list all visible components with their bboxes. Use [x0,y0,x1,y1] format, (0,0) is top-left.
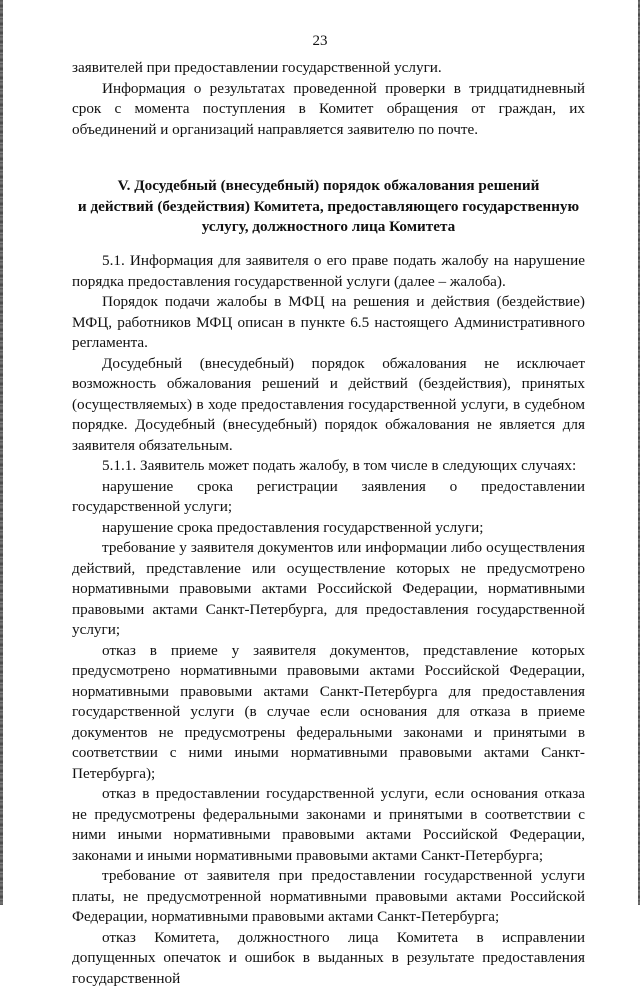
paragraph: нарушение срока регистрации заявления о предоставлении государственной услуги; [72,477,585,518]
paragraph: Информация о результатах проведенной проверки в тридцатидневный срок с момента поступления в Комитет обращения от граждан, их объединений и организаций направляется заявителю по почте. [72,79,585,141]
main-text-block [72,251,585,989]
paragraph: отказ в приеме у заявителя документов, представление которых предусмотрено нормативными правовыми актами Российской Федерации, нормативными правовыми актами Санкт-Петербурга для предоставления государственной услуги (в случае если основания для отказа в приеме документов не предусмотрены федеральными законами и принятыми в соответствии с ними иными нормативными правовыми актами Санкт-Петербурга); [72,641,585,785]
top-text-block [72,58,585,140]
page-number: 23 [0,32,640,50]
paragraph: отказ в предоставлении государственной услуги, если основания отказа не предусмотрены федеральными законами и принятыми в соответствии с ними иными нормативными правовыми актами Российской Федерации, законами и иными нормативными правовыми актами Санкт-Петербурга; [72,784,585,866]
paragraph: Порядок подачи жалобы в МФЦ на решения и действия (бездействие) МФЦ, работников МФЦ описан в пункте 6.5 настоящего Административного регламента. [72,292,585,354]
paragraph: Досудебный (внесудебный) порядок обжалования не исключает возможность обжалования решений и действий (бездействия), принятых (осуществляемых) в ходе предоставления государственной услуги, в судебном порядке. Досудебный (внесудебный) порядок обжалования не является для заявителя обязательным. [72,354,585,457]
paragraph: 5.1.1. Заявитель может подать жалобу, в том числе в следующих случаях: [72,456,585,477]
paragraph: 5.1. Информация для заявителя о его праве подать жалобу на нарушение порядка предоставления государственной услуги (далее – жалоба). [72,251,585,292]
section-heading-line: и действий (бездействия) Комитета, предоставляющего государственную [72,197,585,218]
section-heading-line: V. Досудебный (внесудебный) порядок обжалования решений [72,176,585,197]
section-heading [72,176,585,238]
paragraph-continuation: заявителей при предоставлении государственной услуги. [72,58,585,79]
paragraph: требование у заявителя документов или информации либо осуществления действий, представление или осуществление которых не предусмотрено нормативными правовыми актами Российской Федерации, нормативными правовыми актами Санкт-Петербурга, для предоставления государственной услуги; [72,538,585,641]
paragraph: отказ Комитета, должностного лица Комитета в исправлении допущенных опечаток и ошибок в выданных в результате предоставления государственной [72,928,585,989]
section-heading-line: услугу, должностного лица Комитета [72,217,585,238]
paragraph: нарушение срока предоставления государственной услуги; [72,518,585,539]
scan-edge-left [0,0,3,905]
paragraph: требование от заявителя при предоставлении государственной услуги платы, не предусмотренной нормативными правовыми актами Российской Федерации, нормативными правовыми актами Санкт-Петербурга; [72,866,585,928]
